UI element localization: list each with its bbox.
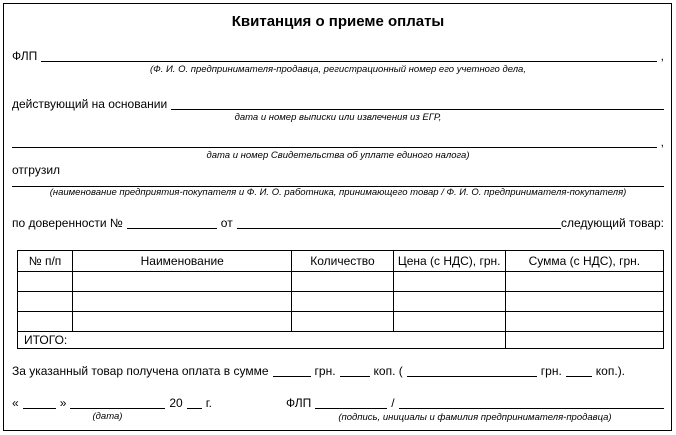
- table-cell: [393, 312, 505, 332]
- table-cell: [393, 292, 505, 312]
- shipped-blank-line: [12, 178, 664, 187]
- table-cell: [73, 272, 292, 292]
- attorney-issuer-blank: [237, 227, 561, 229]
- basis-caption: дата и номер выписки или извлечения из ЕГР,: [234, 112, 442, 123]
- sign-flp-label: ФЛП: [286, 396, 312, 410]
- payment-line: [12, 363, 664, 379]
- date-group: [12, 395, 257, 423]
- attorney-line: [12, 215, 664, 231]
- year-blank: [187, 407, 202, 409]
- year-prefix: 20: [169, 396, 183, 410]
- table-cell: [73, 312, 292, 332]
- shipped-caption: (наименование предприятия-покупателя и Ф. И. О. работника, принимающего товар / Ф. И. О. предпринимателя-покупателя): [49, 187, 627, 198]
- total-row: [18, 332, 664, 349]
- table-cell: [292, 292, 393, 312]
- payment-uah2-label: грн.: [540, 364, 562, 378]
- payment-kop-blank: [340, 375, 370, 377]
- table-row: [18, 272, 664, 292]
- table-row: [18, 292, 664, 312]
- payment-kop2-label: коп.).: [595, 364, 626, 378]
- document-title: Квитанция о приеме оплаты: [231, 13, 445, 30]
- certificate-line: [12, 134, 664, 150]
- payment-uah-blank: [273, 375, 311, 377]
- seller-label: ФЛП: [12, 49, 38, 63]
- basis-line: [12, 96, 664, 112]
- attorney-suffix: следующий товар:: [561, 216, 664, 230]
- table-cell: [292, 272, 393, 292]
- seller-blank-line: [41, 60, 656, 62]
- document-content: [0, 13, 676, 424]
- basis-blank-line: [171, 108, 664, 110]
- total-value-cell: [505, 332, 663, 349]
- shipped-label: отгрузил: [12, 163, 61, 177]
- attorney-number-blank: [127, 227, 217, 229]
- goods-table-header-row: [18, 251, 664, 272]
- col-header-name: Наименование: [73, 251, 292, 272]
- sign-slash: /: [391, 396, 395, 410]
- attorney-from: от: [220, 216, 233, 230]
- table-cell: [18, 292, 73, 312]
- sign-group: [286, 395, 664, 424]
- total-label: ИТОГО:: [18, 332, 506, 349]
- table-row: [18, 312, 664, 332]
- payment-uah-label: грн.: [314, 364, 336, 378]
- month-blank: [70, 407, 165, 409]
- sign-caption: (подпись, инициалы и фамилия предпринимателя-продавца): [338, 412, 612, 423]
- table-cell: [393, 272, 505, 292]
- shipped-line: [12, 162, 664, 178]
- quote-close: »: [59, 396, 67, 410]
- year-suffix: г.: [205, 396, 212, 410]
- table-cell: [18, 312, 73, 332]
- col-header-quantity: Количество: [292, 251, 393, 272]
- payment-kop2-blank: [566, 375, 592, 377]
- seller-comma: ,: [660, 49, 664, 63]
- attorney-prefix: по доверенности №: [12, 216, 123, 230]
- table-cell: [73, 292, 292, 312]
- quote-open: «: [12, 396, 19, 410]
- goods-table: [17, 250, 664, 349]
- day-blank: [23, 407, 56, 409]
- signature-section: [12, 395, 664, 424]
- table-cell: [505, 272, 663, 292]
- col-header-number: № п/п: [18, 251, 73, 272]
- payment-prefix: За указанный товар получена оплата в сумме: [12, 364, 269, 378]
- payment-kop-label: коп. (: [373, 364, 403, 378]
- col-header-price: Цена (с НДС), грн.: [393, 251, 505, 272]
- certificate-caption: дата и номер Свидетельства об уплате единого налога): [206, 150, 470, 161]
- payment-words-blank: [407, 375, 537, 377]
- sign-line: [286, 395, 664, 411]
- certificate-comma: ,: [660, 135, 664, 149]
- table-cell: [18, 272, 73, 292]
- table-cell: [505, 292, 663, 312]
- seller-caption: (Ф. И. О. предпринимателя-продавца, регистрационный номер его учетного дела,: [150, 64, 526, 75]
- sign-name-blank: [399, 407, 664, 409]
- table-cell: [505, 312, 663, 332]
- seller-line: [12, 48, 664, 64]
- basis-label: действующий на основании: [12, 97, 168, 111]
- date-line: [12, 395, 257, 411]
- date-caption: (дата): [92, 411, 123, 422]
- certificate-blank-line: [12, 146, 657, 148]
- table-cell: [292, 312, 393, 332]
- signature-blank: [315, 407, 387, 409]
- col-header-sum: Сумма (с НДС), грн.: [505, 251, 663, 272]
